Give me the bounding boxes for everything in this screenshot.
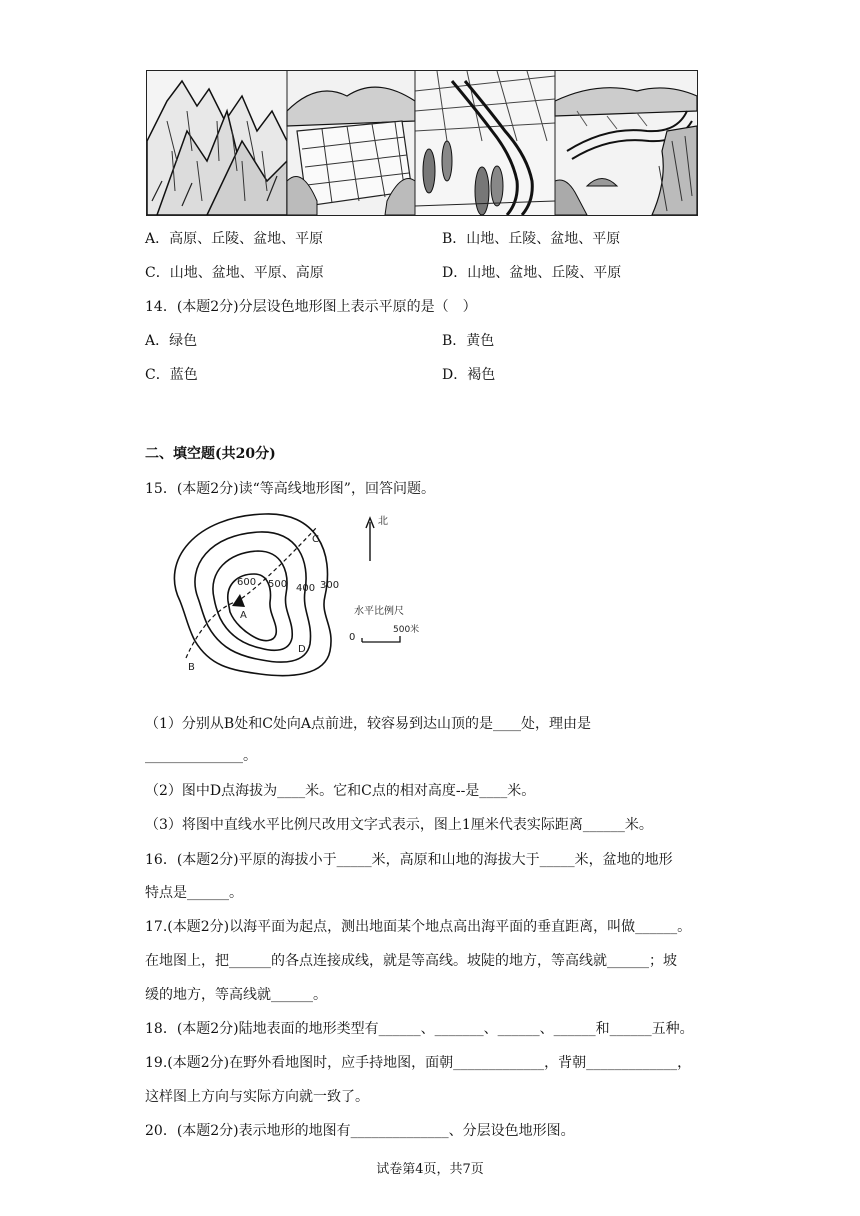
panel-plain — [415, 71, 555, 215]
panel-basin — [555, 71, 697, 215]
q14-stem: 14．(本题2分)分层设色地形图上表示平原的是（ ） — [145, 299, 477, 315]
q17-line1: 17.(本题2分)以海平面为起点，测出地面某个地点高出海平面的垂直距离，叫做______。 — [145, 919, 692, 935]
q15-part1-a: （1）分别从B处和C处向A点前进，较容易到达山顶的是____处，理由是 — [145, 716, 592, 732]
q14-option-d[interactable]: D．褐色 — [442, 367, 496, 383]
q20-line1: 20．(本题2分)表示地形的地图有______________、分层设色地形图。 — [145, 1123, 575, 1139]
scale-end: 500米 — [393, 625, 420, 635]
q13-option-c[interactable]: C．山地、盆地、平原、高原 — [145, 265, 324, 281]
q16-line1: 16．(本题2分)平原的海拔小于_____米，高原和山地的海拔大于_____米，盆地的地形 — [145, 852, 673, 868]
q19-line2: 这样图上方向与实际方向就一致了。 — [145, 1089, 369, 1105]
q14-option-c[interactable]: C．蓝色 — [145, 367, 198, 383]
scale-title: 水平比例尺 — [354, 606, 404, 617]
q16-line2: 特点是______。 — [145, 885, 243, 901]
contour-label-400: 400 — [296, 583, 316, 594]
section-title: 二、填空题(共20分) — [145, 446, 276, 462]
scale-bar — [362, 636, 400, 642]
q13-option-a[interactable]: A．高原、丘陵、盆地、平原 — [145, 231, 324, 247]
q15-part2: （2）图中D点海拔为____米。它和C点的相对高度--是____米。 — [145, 783, 536, 799]
q19-line1: 19.(本题2分)在野外看地图时，应手持地图，面朝_____________，背朝_____________， — [145, 1055, 692, 1071]
contour-label-500: 500 — [268, 579, 288, 590]
panel-mountains — [147, 71, 287, 215]
point-a-label: A — [240, 610, 247, 621]
q14-option-a[interactable]: A．绿色 — [145, 333, 198, 349]
contour-map — [150, 506, 450, 686]
q18-line1: 18．(本题2分)陆地表面的地形类型有______、_______、______、______和______五种。 — [145, 1021, 694, 1037]
q17-line3: 缓的地方，等高线就______。 — [145, 987, 327, 1003]
panel-hills — [287, 71, 415, 215]
point-b-label: B — [188, 662, 195, 673]
contour-label-300: 300 — [320, 580, 340, 591]
point-c-label: C — [312, 534, 319, 545]
peak-marker — [232, 594, 245, 607]
q15-part1-b: ______________。 — [145, 748, 257, 764]
q13-option-b[interactable]: B．山地、丘陵、盆地、平原 — [442, 231, 621, 247]
point-d-label: D — [298, 644, 306, 655]
landform-illustration — [146, 70, 698, 216]
q14-option-b[interactable]: B．黄色 — [442, 333, 495, 349]
q15-stem: 15．(本题2分)读“等高线地形图”，回答问题。 — [145, 481, 435, 497]
page-footer: 试卷第4页，共7页 — [376, 1162, 484, 1177]
q15-part3: （3）将图中直线水平比例尺改用文字式表示，图上1厘米代表实际距离______米。 — [145, 817, 653, 833]
north-label: 北 — [378, 516, 388, 527]
scale-zero: 0 — [349, 632, 356, 643]
q13-option-d[interactable]: D．山地、盆地、丘陵、平原 — [442, 265, 622, 281]
contour-label-600: 600 — [237, 577, 257, 588]
q17-line2: 在地图上，把______的各点连接成线，就是等高线。坡陡的地方，等高线就______；坡 — [145, 953, 677, 969]
